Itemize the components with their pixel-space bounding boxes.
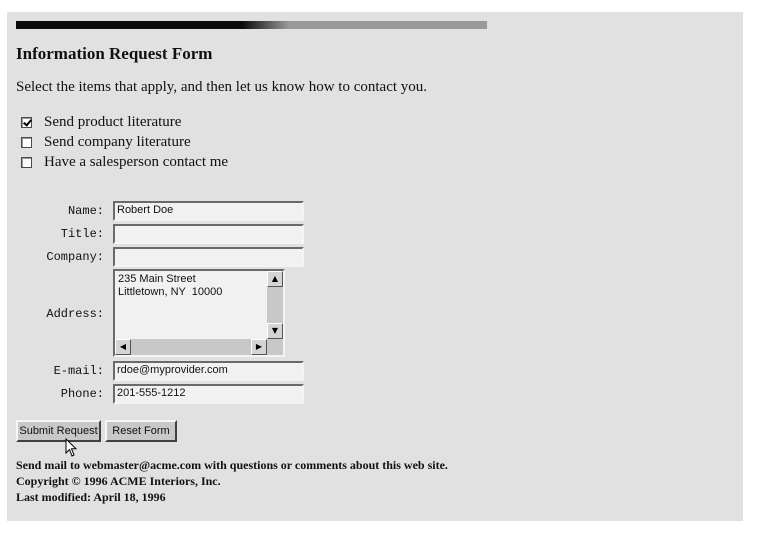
scroll-left-arrow-icon[interactable]: ◀ bbox=[115, 339, 131, 355]
checkbox-label: Send company literature bbox=[44, 133, 191, 150]
scroll-right-arrow-icon[interactable]: ▶ bbox=[251, 339, 267, 355]
vertical-scrollbar[interactable] bbox=[267, 271, 283, 339]
company-input[interactable] bbox=[113, 247, 304, 267]
scrollbar-corner bbox=[267, 339, 283, 355]
checkbox-label: Have a salesperson contact me bbox=[44, 153, 229, 170]
name-input[interactable]: Robert Doe bbox=[113, 201, 304, 221]
scroll-down-arrow-icon[interactable]: ▼ bbox=[267, 323, 283, 339]
horizontal-scrollbar[interactable] bbox=[115, 339, 267, 355]
last-modified-text: Last modified: April 18, 1996 bbox=[16, 490, 166, 504]
email-input[interactable]: rdoe@myprovider.com bbox=[113, 361, 304, 381]
address-text: 235 Main Street Littletown, NY 10000 bbox=[118, 273, 223, 298]
company-label: Company: bbox=[46, 250, 104, 264]
header-rule-bar bbox=[16, 21, 487, 29]
scroll-up-arrow-icon[interactable]: ▲ bbox=[267, 271, 283, 287]
address-label: Address: bbox=[46, 307, 104, 321]
contact-text: Send mail to webmaster@acme.com with questions or comments about this web site. bbox=[16, 458, 448, 472]
intro-text: Select the items that apply, and then let us know how to contact you. bbox=[16, 79, 428, 95]
checkmark-icon[interactable] bbox=[21, 117, 32, 128]
page-background bbox=[7, 12, 743, 521]
name-label: Name: bbox=[67, 204, 104, 218]
email-label: E-mail: bbox=[53, 364, 104, 378]
checkbox-row-product-literature[interactable] bbox=[21, 113, 181, 131]
mouse-pointer-icon bbox=[65, 438, 79, 458]
title-input[interactable] bbox=[113, 224, 304, 244]
checkbox-row-company-literature[interactable] bbox=[21, 133, 191, 151]
address-textarea[interactable] bbox=[113, 269, 285, 357]
phone-input[interactable]: 201-555-1212 bbox=[113, 384, 304, 404]
checkbox-row-salesperson[interactable] bbox=[21, 153, 228, 171]
reset-form-button[interactable]: Reset Form bbox=[105, 420, 177, 442]
page-title: Information Request Form bbox=[16, 44, 213, 63]
submit-request-button[interactable]: Submit Request bbox=[16, 420, 101, 442]
checkbox-label: Send product literature bbox=[44, 113, 182, 130]
checkbox-box[interactable] bbox=[21, 157, 32, 168]
checkbox-box[interactable] bbox=[21, 137, 32, 148]
title-label: Title: bbox=[60, 227, 104, 241]
copyright-text: Copyright © 1996 ACME Interiors, Inc. bbox=[16, 474, 221, 488]
phone-label: Phone: bbox=[60, 387, 104, 401]
